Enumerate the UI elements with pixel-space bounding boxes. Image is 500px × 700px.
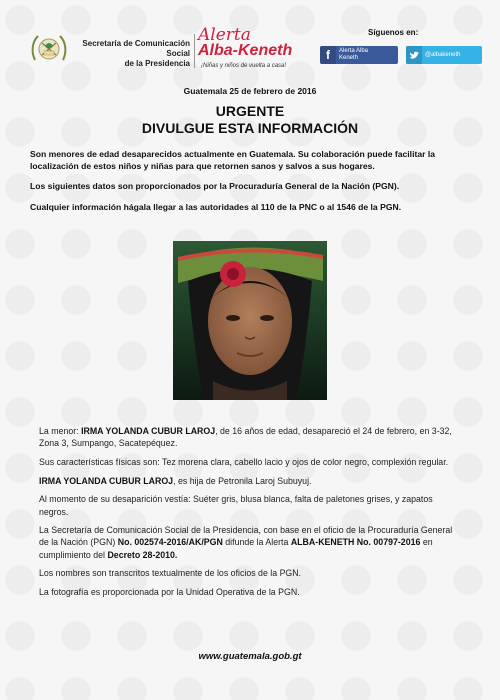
twitter-icon: [406, 46, 422, 64]
urgent-title: [0, 103, 500, 137]
case-paragraph-4: Al momento de su desaparición vestía: Suéter gris, blusa blanca, falta de paletones grises, y zapatos negros.: [39, 494, 433, 517]
facebook-link[interactable]: [320, 46, 398, 64]
case-paragraph-6: Los nombres son transcritos textualmente de los oficios de la PGN.: [39, 568, 302, 579]
twitter-label: @albakeneth: [425, 51, 461, 58]
title-line-2: DIVULGUE ESTA INFORMACIÓN: [141, 120, 359, 136]
intro-paragraph-1: Son menores de edad desaparecidos actualmente en Guatemala. Su colaboración puede facilitar la localización de estos niños y niñas para que retornen sanos y salvos a sus hogares.: [30, 149, 435, 171]
intro-block: [30, 149, 470, 222]
alerta-alba-keneth-logo: [198, 26, 308, 76]
intro-paragraph-3: Cualquier información hágala llegar a las autoridades al 110 de la PNC o al 1546 de la PGN.: [30, 201, 402, 212]
missing-person-name: IRMA YOLANDA CUBUR LAROJ: [81, 426, 216, 436]
case-paragraph-2: Sus características físicas son: Tez morena clara, cabello lacio y ojos de color negro, complexión regular.: [39, 456, 449, 467]
case-paragraph-5: La Secretaría de Comunicación Social de la Presidencia, con base en el oficio de la Procuraduría General de la Nación (PGN) No. 002574-2016/AK/PGN difunde la Alerta ALBA-KENETH No. 00797-2016 en cumplimiento del Decreto 28-2010.: [39, 525, 453, 560]
case-paragraph-1: La menor: IRMA YOLANDA CUBUR LAROJ, de 16 años de edad, desapareció el 24 de febrero, en 3-32, Zona 3, Sumpango, Sacatepéquez.: [39, 426, 452, 449]
social-title: Síguenos en:: [368, 28, 419, 37]
alerta-tagline: ¡Niñas y niños de vuelta a casa!: [201, 63, 287, 69]
intro-paragraph-2: Los siguientes datos son proporcionados por la Procuraduría General de la Nación (PGN).: [30, 181, 400, 191]
case-paragraph-7: La fotografía es proporcionada por la Unidad Operativa de la PGN.: [39, 587, 300, 598]
title-line-1: URGENTE: [215, 103, 285, 119]
facebook-label: Alerta Alba Keneth: [339, 48, 369, 61]
alerta-logo-bottom: Alba-Keneth: [198, 42, 293, 59]
twitter-link[interactable]: [406, 46, 482, 64]
missing-person-photo: [173, 241, 327, 400]
header-divider: [194, 34, 195, 68]
secretaria-name: [75, 39, 190, 69]
date-line: Guatemala 25 de febrero de 2016: [183, 86, 317, 96]
case-details: [39, 425, 464, 605]
guatemala-seal-logo: [29, 30, 69, 68]
secretaria-line-2: de la Presidencia: [124, 59, 190, 68]
alerta-logo-top: Alerta: [198, 25, 251, 45]
facebook-icon: f: [320, 46, 336, 64]
header: [0, 0, 500, 80]
secretaria-line-1: Secretaría de Comunicación Social: [82, 39, 190, 58]
case-paragraph-3: IRMA YOLANDA CUBUR LAROJ, es hija de Petronila Laroj Subuyuj.: [39, 475, 312, 486]
footer-website-link[interactable]: www.guatemala.gob.gt: [198, 651, 302, 662]
